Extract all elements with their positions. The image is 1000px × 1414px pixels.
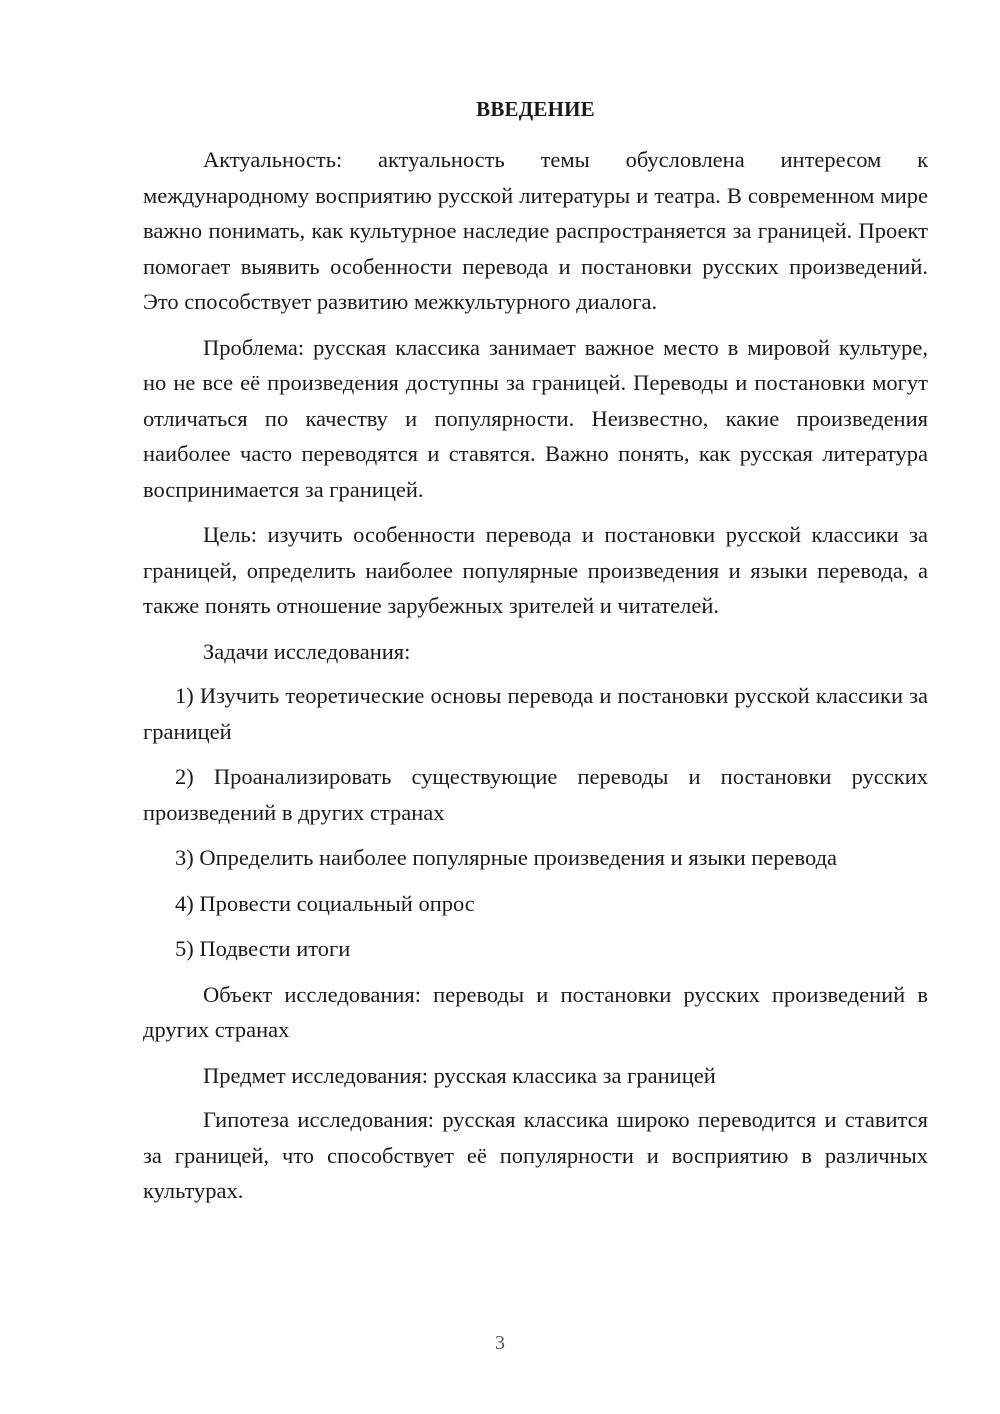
task-item-5: 5) Подвести итоги xyxy=(175,936,351,961)
document-body xyxy=(143,142,928,1219)
page-number: 3 xyxy=(495,1332,505,1354)
problem-paragraph: Проблема: русская классика занимает важное место в мировой культуре, но не все её произведения доступны за границей. Переводы и постановки могут отличаться по качеству и популярности. Неизвестно, какие произведения наиболее часто переводятся и ставятся. Важно понять, как русская литература воспринимается за границей. xyxy=(143,334,928,502)
object-paragraph: Объект исследования: переводы и постановки русских произведений в других странах xyxy=(143,981,928,1042)
section-title: ВВЕДЕНИЕ xyxy=(476,97,595,121)
task-item-4: 4) Провести социальный опрос xyxy=(175,890,475,916)
task-item-3: 3) Определить наиболее популярные произведения и языки перевода xyxy=(175,845,838,870)
task-item-1: 1) Изучить теоретические основы перевода и постановки русской классики за границей xyxy=(143,683,928,744)
relevance-paragraph: Актуальность: актуальность темы обусловлена интересом к международному восприятию русской литературы и театра. В современном мире важно понимать, как культурное наследие распространяется за границей. Проект помогает выявить особенности перевода и постановки русских произведений. Это способствует развитию межкультурного диалога. xyxy=(143,147,928,314)
subject-paragraph: Предмет исследования: русская классика за границей xyxy=(203,1062,716,1088)
tasks-heading: Задачи исследования: xyxy=(203,638,411,664)
hypothesis-paragraph: Гипотеза исследования: русская классика широко переводится и ставится за границей, что способствует её популярности и восприятию в различных культурах. xyxy=(143,1107,928,1203)
goal-paragraph: Цель: изучить особенности перевода и постановки русской классики за границей, определить наиболее популярные произведения и языки перевода, а также понять отношение зарубежных зрителей и читателей. xyxy=(143,522,928,618)
task-item-2: 2) Проанализировать существующие переводы и постановки русских произведений в других странах xyxy=(143,764,928,825)
